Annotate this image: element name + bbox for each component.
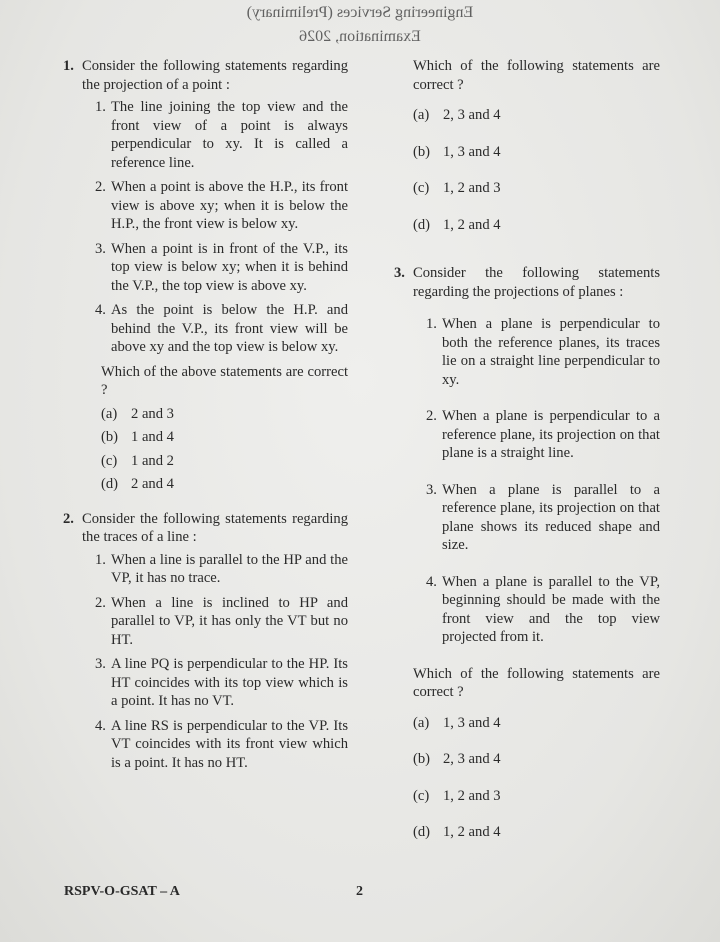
statement (82, 655, 348, 711)
option-text: 1, 3 and 4 (443, 143, 501, 160)
question-3 (394, 264, 660, 842)
statement-text: The line joining the top view and the front view of a point is always perpendicular to xy. It is called a reference line. (111, 99, 348, 171)
option-label: (a) (413, 107, 430, 123)
statement-number: 3. (426, 481, 437, 498)
question-2-prompt: Which of the following statements are correct ? (413, 58, 660, 93)
option-label: (c) (101, 452, 118, 469)
statement (82, 98, 348, 172)
option-text: 2, 3 and 4 (443, 107, 501, 123)
statement (82, 594, 348, 650)
statement-number: 1. (95, 99, 106, 115)
statement (82, 301, 348, 357)
option-text: 1, 2 and 3 (443, 180, 501, 196)
question-number: 2. (63, 510, 74, 527)
option-b[interactable] (413, 143, 660, 162)
option-label: (d) (413, 216, 431, 233)
question-2-options (394, 106, 660, 234)
option-d[interactable] (101, 475, 348, 494)
option-text: 1 and 4 (131, 429, 174, 445)
option-label: (b) (413, 751, 431, 767)
option-d[interactable] (413, 823, 660, 842)
option-c[interactable] (101, 452, 348, 471)
mirrored-header-year: Examination, 2026 (299, 28, 421, 45)
option-c[interactable] (413, 787, 660, 806)
statement (413, 407, 660, 463)
statement-number: 2. (95, 179, 106, 195)
statement-number: 1. (95, 551, 106, 568)
right-column (394, 57, 660, 842)
option-label: (b) (413, 143, 431, 160)
statement-number: 4. (426, 573, 437, 590)
question-number: 1. (63, 58, 74, 74)
option-label: (a) (413, 714, 430, 731)
statement-number: 4. (95, 302, 106, 318)
option-text: 1, 3 and 4 (443, 714, 501, 731)
statement (82, 178, 348, 234)
option-a[interactable] (413, 106, 660, 125)
question-number: 3. (394, 265, 405, 281)
statement-number: 3. (95, 656, 106, 672)
question-intro: Consider the following statements regarding the projection of a point : (82, 58, 348, 93)
option-d[interactable] (413, 216, 660, 235)
statement-text: When a point is above the H.P., its front view is above xy; when it is below the H.P., the front view is below xy. (111, 179, 348, 232)
statement-number: 1. (426, 316, 437, 332)
option-b[interactable] (101, 428, 348, 447)
option-text: 1 and 2 (131, 452, 174, 469)
option-label: (d) (413, 824, 431, 840)
statement (413, 315, 660, 389)
statement-text: As the point is below the H.P. and behind the V.P., its front view will be above xy and the top view is below xy. (111, 302, 348, 355)
statement (82, 551, 348, 588)
option-a[interactable] (413, 714, 660, 733)
statement-text: A line RS is perpendicular to the VP. Its VT coincides with its front view which is a point. It has no HT. (111, 717, 348, 771)
option-c[interactable] (413, 179, 660, 198)
option-text: 1, 2 and 3 (443, 787, 501, 804)
question-intro: Consider the following statements regarding the projections of planes : (413, 265, 660, 300)
option-text: 2, 3 and 4 (443, 751, 501, 767)
statement (413, 573, 660, 647)
question-2 (63, 510, 348, 773)
option-text: 1, 2 and 4 (443, 824, 501, 840)
statement (82, 240, 348, 296)
paper-code: RSPV-O-GSAT – A (64, 884, 180, 899)
option-a[interactable] (101, 405, 348, 424)
statement-text: When a line is inclined to HP and parallel to VP, it has only the VT but no HT. (111, 594, 348, 648)
option-text: 2 and 4 (131, 476, 174, 492)
statement-text: When a line is parallel to the HP and the VP, it has no trace. (111, 551, 348, 586)
statement-number: 4. (95, 717, 106, 734)
statement-number: 3. (95, 240, 106, 257)
question-prompt: Which of the above statements are correct ? (101, 363, 348, 398)
statement-number: 2. (426, 408, 437, 424)
statement-text: When a plane is parallel to the VP, beginning should be made with the front view and the top view projected from it. (442, 573, 660, 645)
statement-text: A line PQ is perpendicular to the HP. Its HT coincides with its top view which is a point. It has no VT. (111, 656, 348, 709)
statement (82, 717, 348, 773)
question-prompt: Which of the following statements are correct ? (413, 665, 660, 700)
page-number: 2 (356, 884, 363, 899)
option-label: (a) (101, 405, 118, 422)
option-text: 1, 2 and 4 (443, 216, 501, 233)
question-intro: Consider the following statements regarding the traces of a line : (82, 510, 348, 545)
option-label: (c) (413, 180, 430, 196)
options-list (82, 405, 348, 494)
option-label: (c) (413, 787, 430, 804)
question-1 (63, 57, 348, 494)
statement (413, 481, 660, 555)
statement-number: 2. (95, 594, 106, 611)
option-b[interactable] (413, 750, 660, 769)
option-text: 2 and 3 (131, 405, 174, 422)
statement-text: When a point is in front of the V.P., its top view is below xy; when it is behind the V.P., the top view is above xy. (111, 240, 348, 294)
options-list (413, 714, 660, 842)
option-label: (b) (101, 429, 119, 445)
left-column (63, 57, 348, 772)
option-label: (d) (101, 476, 119, 492)
statement-text: When a plane is perpendicular to a reference plane, its projection on that plane is a straight line. (442, 408, 660, 461)
mirrored-header-title: Engineering Services (Preliminary) (246, 4, 474, 21)
statement-text: When a plane is parallel to a reference plane, its projection on that plane shows its reduced shape and size. (442, 481, 660, 553)
statement-text: When a plane is perpendicular to both the reference planes, its traces lie on a straight line perpendicular to xy. (442, 316, 660, 388)
